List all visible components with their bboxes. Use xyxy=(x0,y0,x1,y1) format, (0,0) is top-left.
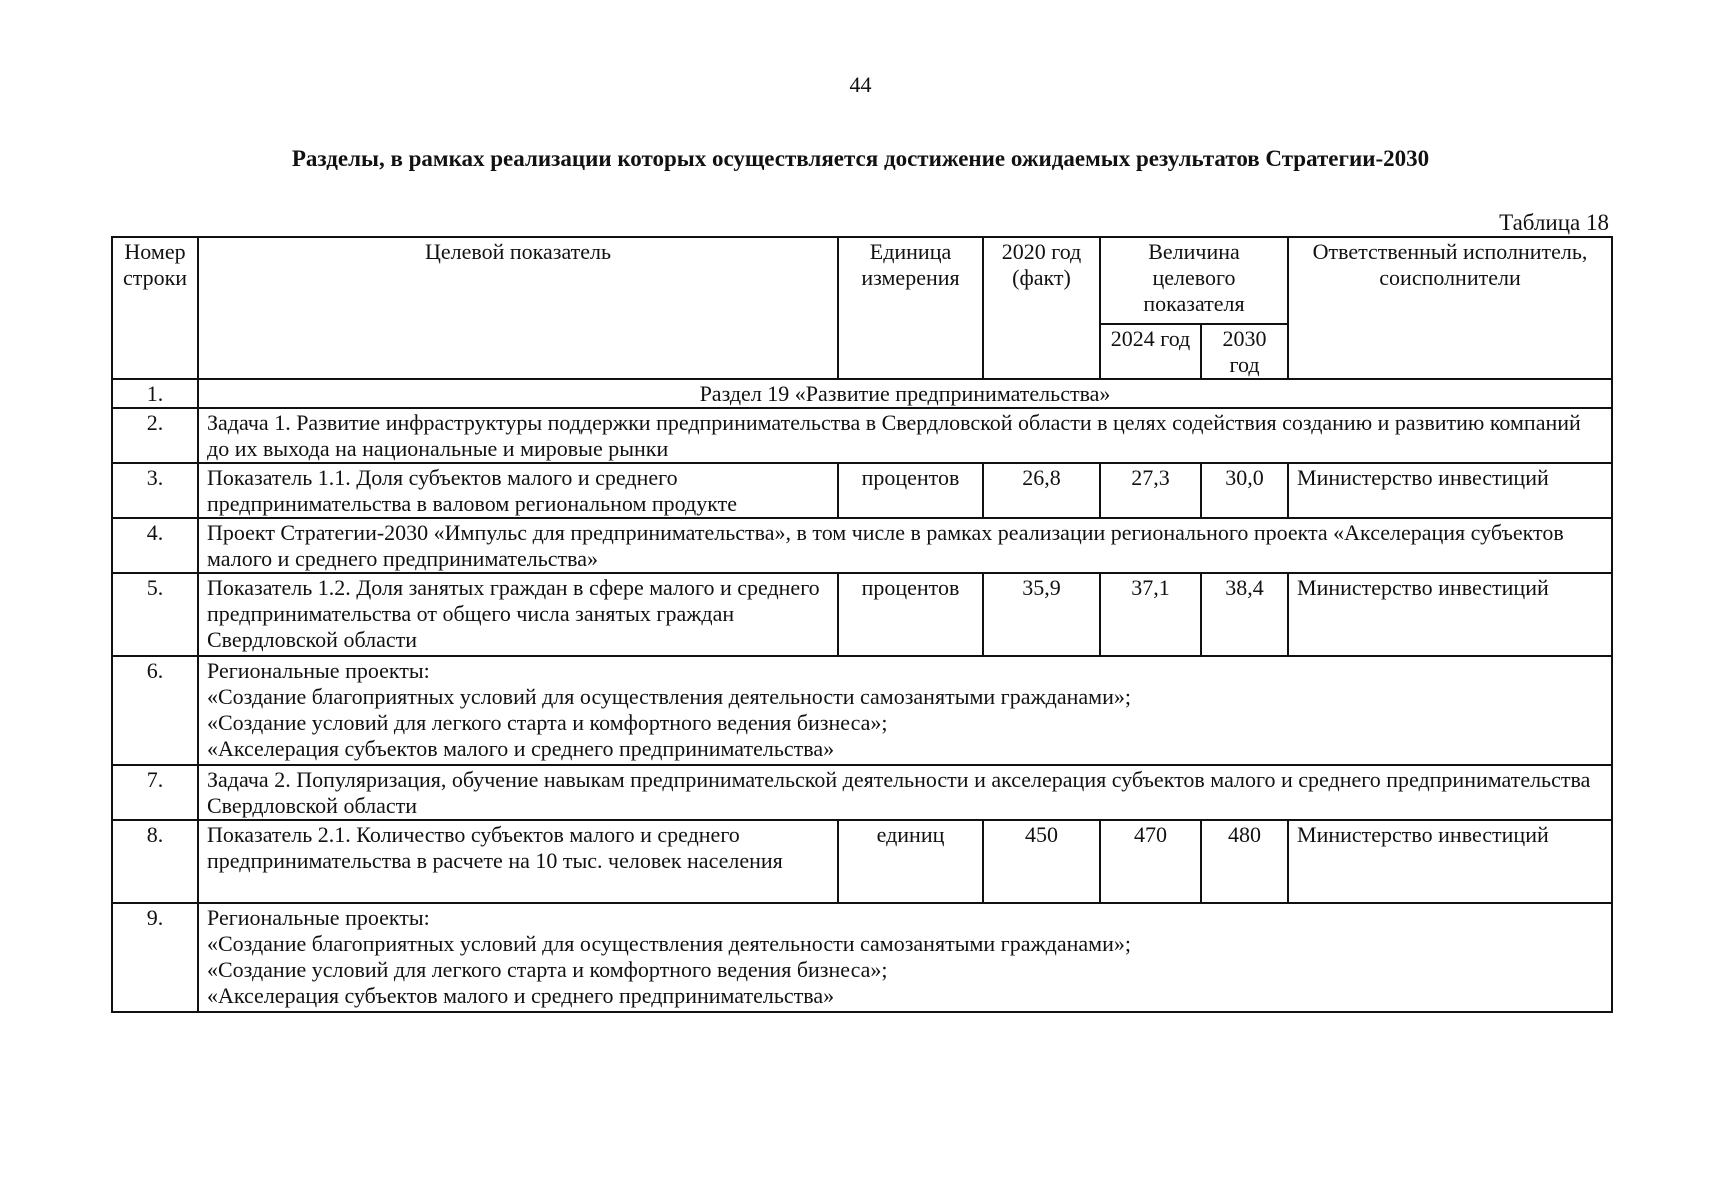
projects-line: «Акселерация субъектов малого и среднего предпринимательства» xyxy=(207,736,835,761)
target-2030-value: 480 xyxy=(1201,820,1288,903)
table-header xyxy=(112,237,1612,379)
indicator-text: Показатель 1.1. Доля субъектов малого и среднего предпринимательства в валовом региональном продукте xyxy=(198,463,838,518)
table-row xyxy=(112,408,1612,463)
header-row-number: Номер строки xyxy=(112,237,198,379)
table-row xyxy=(112,765,1612,820)
document-title: Разделы, в рамках реализации которых осуществляется достижение ожидаемых результатов Стратегии-2030 xyxy=(291,146,1430,171)
fact-2020-value: 450 xyxy=(983,820,1100,903)
projects-line: Региональные проекты: xyxy=(207,905,430,930)
regional-projects xyxy=(198,903,1612,1012)
indicator-text: Показатель 2.1. Количество субъектов малого и среднего предпринимательства в расчете на 10 тыс. человек населения xyxy=(198,820,838,903)
header-fact-2020: 2020 год (факт) xyxy=(983,237,1100,379)
target-2024-value: 37,1 xyxy=(1100,573,1201,656)
responsible-value: Министерство инвестиций xyxy=(1288,573,1612,656)
row-number: 1. xyxy=(112,379,198,408)
row-number: 8. xyxy=(112,820,198,903)
row-number: 4. xyxy=(112,518,198,573)
projects-line: «Создание условий для легкого старта и комфортного ведения бизнеса»; xyxy=(207,710,888,735)
projects-line: «Создание благоприятных условий для осуществления деятельности самозанятыми гражданами»; xyxy=(207,931,1131,956)
table-row xyxy=(112,573,1612,656)
row-number: 5. xyxy=(112,573,198,656)
table-row xyxy=(112,656,1612,765)
table-row xyxy=(112,903,1612,1012)
responsible-value: Министерство инвестиций xyxy=(1288,820,1612,903)
header-indicator: Целевой показатель xyxy=(198,237,838,379)
indicators-table xyxy=(111,236,1613,1013)
task-text: Задача 1. Развитие инфраструктуры поддержки предпринимательства в Свердловской области в целях содействия созданию и развитию компаний до их выхода на национальные и мировые рынки xyxy=(198,408,1612,463)
page-number: 44 xyxy=(849,72,872,97)
projects-line: Региональные проекты: xyxy=(207,658,430,683)
row-number: 2. xyxy=(112,408,198,463)
table-row xyxy=(112,463,1612,518)
projects-line: «Создание благоприятных условий для осуществления деятельности самозанятыми гражданами»; xyxy=(207,684,1131,709)
header-unit: Единица измерения xyxy=(838,237,983,379)
fact-2020-value: 35,9 xyxy=(983,573,1100,656)
table-row xyxy=(112,518,1612,573)
section-title: Раздел 19 «Развитие предпринимательства» xyxy=(198,379,1612,408)
header-target-value: Величина целевого показателя xyxy=(1100,237,1288,324)
regional-projects xyxy=(198,656,1612,765)
fact-2020-value: 26,8 xyxy=(983,463,1100,518)
row-number: 7. xyxy=(112,765,198,820)
unit-value: процентов xyxy=(838,573,983,656)
table-row xyxy=(112,820,1612,903)
row-number: 9. xyxy=(112,903,198,1012)
row-number: 6. xyxy=(112,656,198,765)
unit-value: единиц xyxy=(838,820,983,903)
projects-line: «Акселерация субъектов малого и среднего предпринимательства» xyxy=(207,983,835,1008)
table-row xyxy=(112,379,1612,408)
project-text: Проект Стратегии-2030 «Импульс для предпринимательства», в том числе в рамках реализации регионального проекта «Акселерация субъектов малого и среднего предпринимательства» xyxy=(198,518,1612,573)
responsible-value: Министерство инвестиций xyxy=(1288,463,1612,518)
indicator-text: Показатель 1.2. Доля занятых граждан в сфере малого и среднего предпринимательства от общего числа занятых граждан Свердловской области xyxy=(198,573,838,656)
target-2030-value: 38,4 xyxy=(1201,573,1288,656)
task-text: Задача 2. Популяризация, обучение навыкам предпринимательской деятельности и акселерация субъектов малого и среднего предпринимательства Свердловской области xyxy=(198,765,1612,820)
target-2030-value: 30,0 xyxy=(1201,463,1288,518)
target-2024-value: 27,3 xyxy=(1100,463,1201,518)
header-year-2024: 2024 год xyxy=(1100,324,1201,379)
target-2024-value: 470 xyxy=(1100,820,1201,903)
header-responsible: Ответственный исполнитель, соисполнители xyxy=(1288,237,1612,379)
header-year-2030: 2030 год xyxy=(1201,324,1288,379)
projects-line: «Создание условий для легкого старта и комфортного ведения бизнеса»; xyxy=(207,957,888,982)
row-number: 3. xyxy=(112,463,198,518)
table-caption: Таблица 18 xyxy=(1499,210,1609,235)
unit-value: процентов xyxy=(838,463,983,518)
